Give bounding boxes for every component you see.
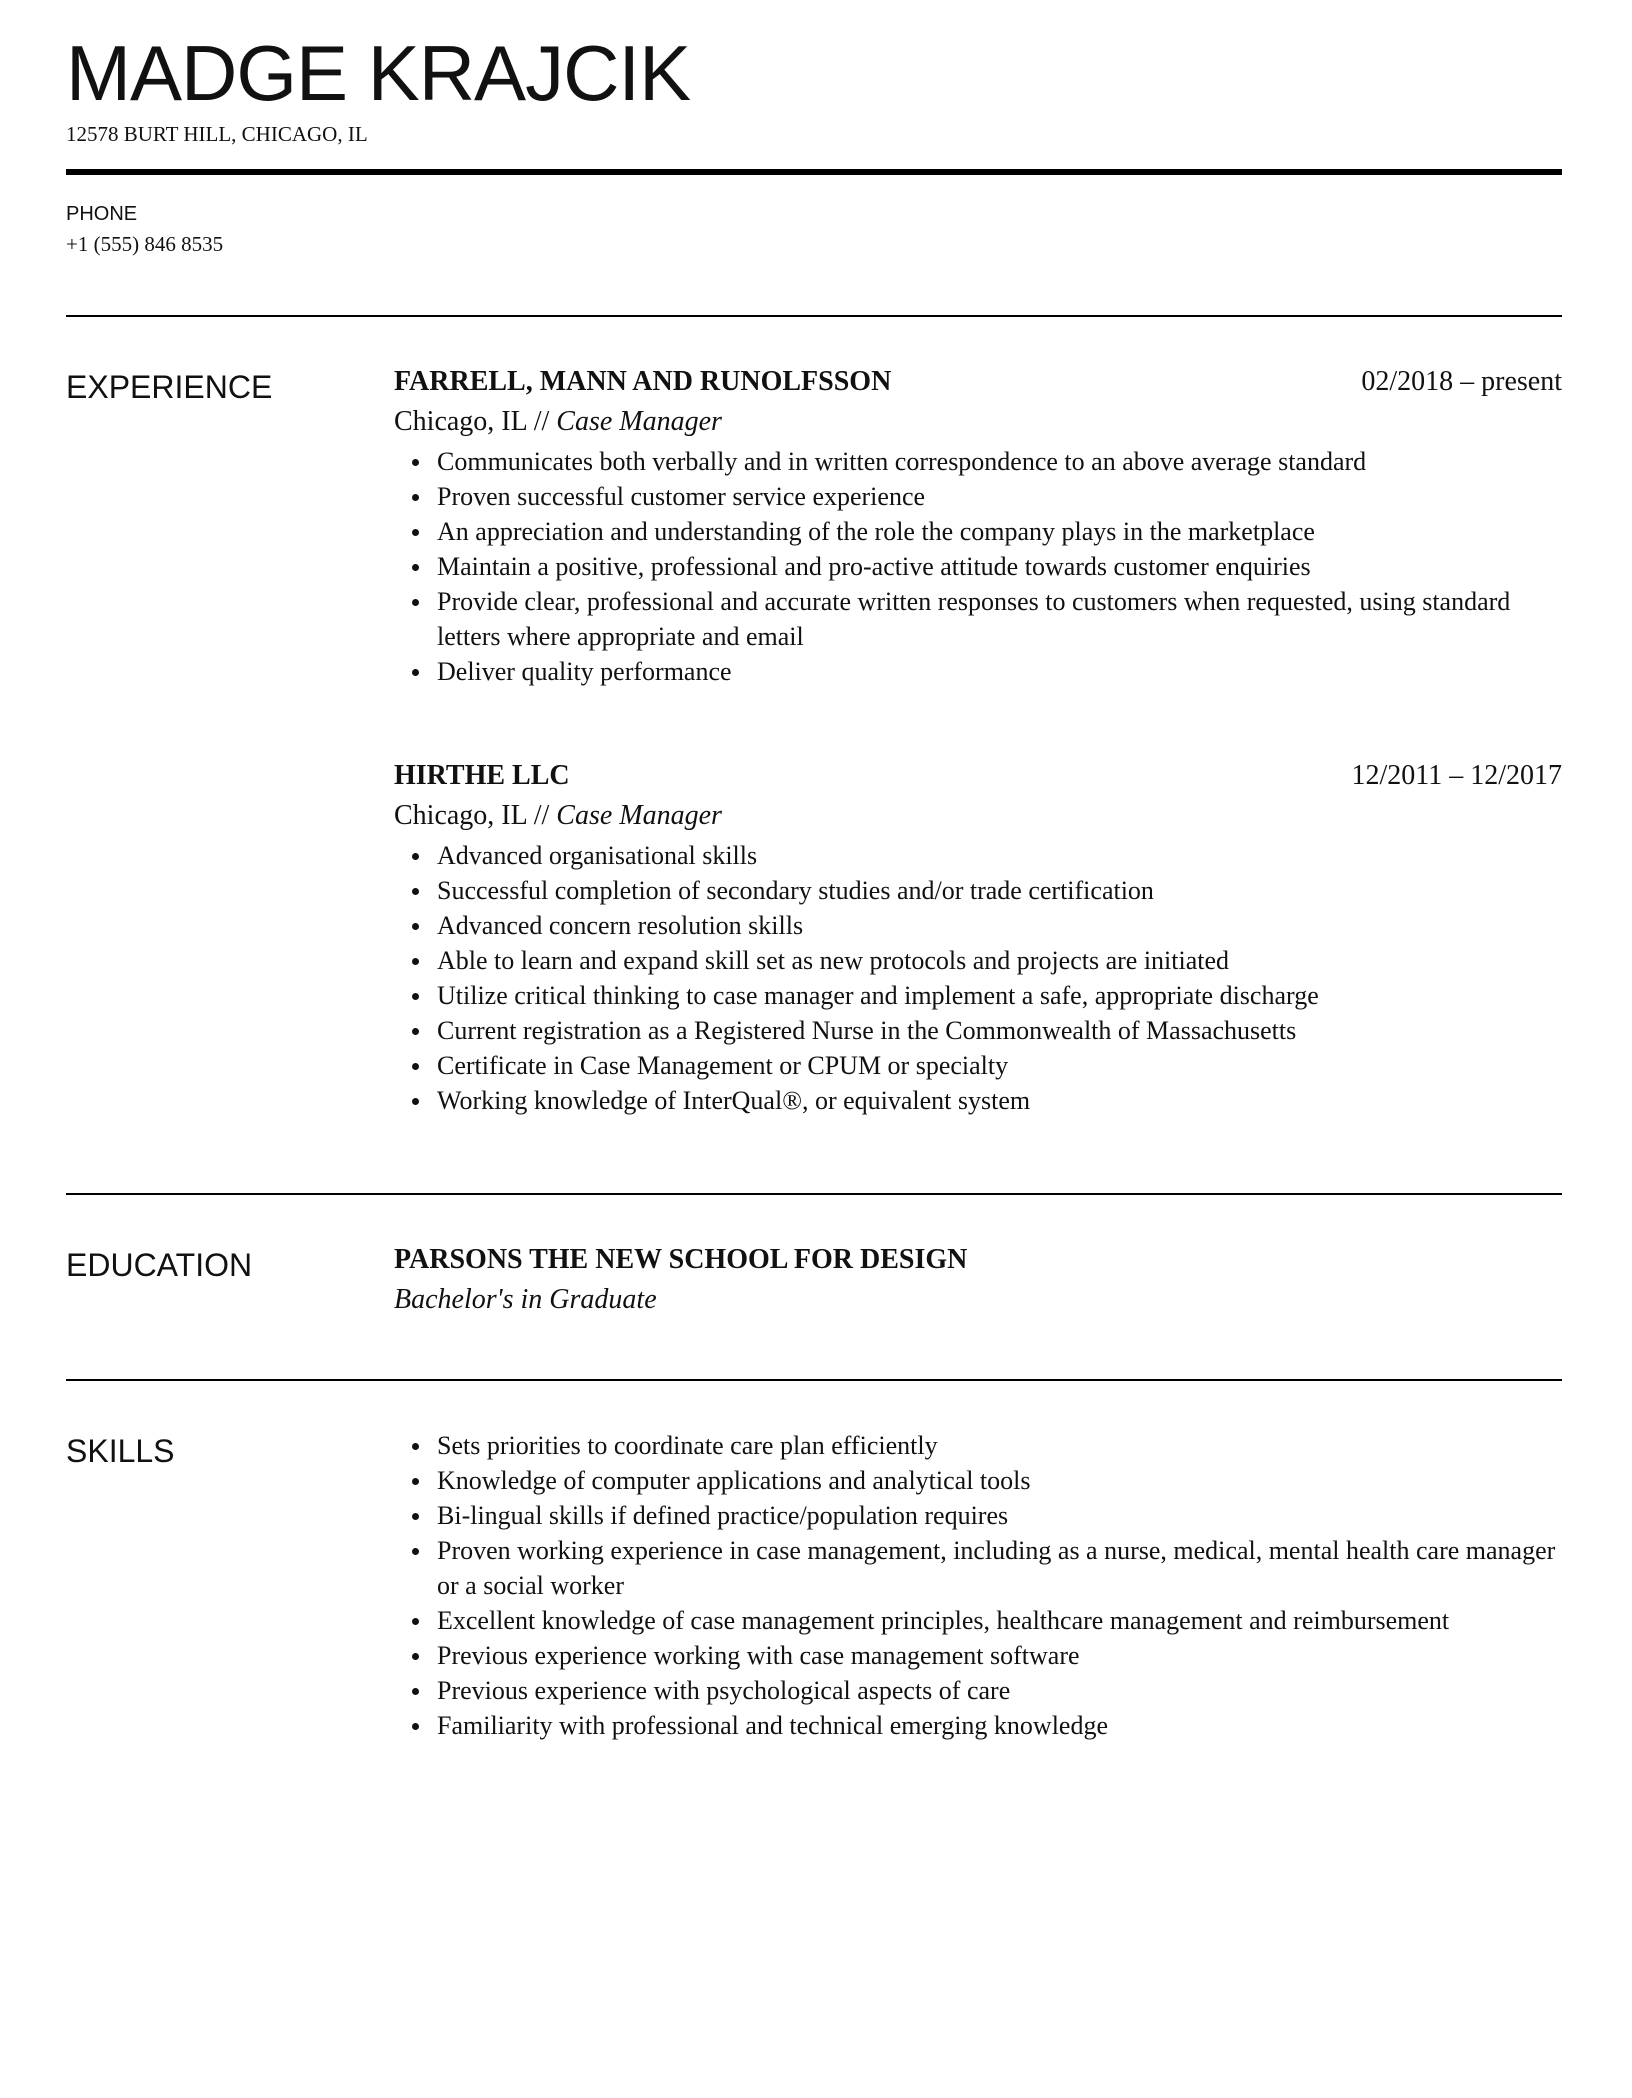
subtitle-separator: // (526, 800, 557, 831)
list-item: Certificate in Case Management or CPUM or specialty (394, 1048, 1562, 1083)
degree: Bachelor's in Graduate (394, 1284, 657, 1315)
list-item: Working knowledge of InterQual®, or equivalent system (394, 1083, 1562, 1118)
list-item: Advanced concern resolution skills (394, 908, 1562, 943)
candidate-address: 12578 BURT HILL, CHICAGO, IL (66, 122, 368, 146)
list-item: Previous experience working with case management software (394, 1638, 1562, 1673)
company-name: FARRELL, MANN AND RUNOLFSSON (394, 366, 892, 397)
skills-list (394, 1428, 1562, 1743)
education-entry (394, 1240, 1562, 1320)
list-item: Able to learn and expand skill set as new protocols and projects are initiated (394, 943, 1562, 978)
job-subtitle (394, 796, 1562, 836)
education-heading: EDUCATION (66, 1247, 253, 1283)
job-dates: 02/2018 – present (1361, 366, 1562, 397)
job-entry (394, 756, 1562, 1118)
list-item: Successful completion of secondary studies and/or trade certification (394, 873, 1562, 908)
school-name: PARSONS THE NEW SCHOOL FOR DESIGN (394, 1244, 968, 1275)
job-header (394, 362, 1562, 402)
skills-entry (394, 1428, 1562, 1743)
list-item: Proven working experience in case management, including as a nurse, medical, mental health care manager or a social worker (394, 1533, 1562, 1603)
list-item: Communicates both verbally and in written correspondence to an above average standard (394, 444, 1562, 479)
job-bullets (394, 838, 1562, 1118)
job-role: Case Manager (556, 406, 722, 437)
phone-label: PHONE (66, 203, 138, 225)
list-item: Current registration as a Registered Nurse in the Commonwealth of Massachusetts (394, 1013, 1562, 1048)
job-header (394, 756, 1562, 796)
list-item: Familiarity with professional and technical emerging knowledge (394, 1708, 1562, 1743)
list-item: An appreciation and understanding of the role the company plays in the marketplace (394, 514, 1562, 549)
list-item: Knowledge of computer applications and analytical tools (394, 1463, 1562, 1498)
candidate-name: MADGE KRAJCIK (66, 29, 691, 117)
subtitle-separator: // (526, 406, 557, 437)
job-location: Chicago, IL (394, 406, 527, 437)
job-entry (394, 362, 1562, 689)
list-item: Previous experience with psychological aspects of care (394, 1673, 1562, 1708)
job-bullets (394, 444, 1562, 689)
section-divider (66, 1379, 1562, 1381)
list-item: Excellent knowledge of case management principles, healthcare management and reimbursement (394, 1603, 1562, 1638)
list-item: Deliver quality performance (394, 654, 1562, 689)
experience-heading: EXPERIENCE (66, 369, 273, 405)
skills-heading: SKILLS (66, 1433, 175, 1469)
list-item: Advanced organisational skills (394, 838, 1562, 873)
list-item: Proven successful customer service experience (394, 479, 1562, 514)
list-item: Provide clear, professional and accurate written responses to customers when requested, using standard letters where appropriate and email (394, 584, 1562, 654)
company-name: HIRTHE LLC (394, 760, 570, 791)
job-role: Case Manager (556, 800, 722, 831)
list-item: Bi-lingual skills if defined practice/population requires (394, 1498, 1562, 1533)
phone-number: +1 (555) 846 8535 (66, 232, 224, 256)
job-dates: 12/2011 – 12/2017 (1351, 760, 1562, 791)
header-divider (66, 169, 1562, 175)
list-item: Maintain a positive, professional and pro-active attitude towards customer enquiries (394, 549, 1562, 584)
job-location: Chicago, IL (394, 800, 527, 831)
section-divider (66, 1193, 1562, 1195)
list-item: Sets priorities to coordinate care plan efficiently (394, 1428, 1562, 1463)
job-subtitle (394, 402, 1562, 442)
section-divider (66, 315, 1562, 317)
list-item: Utilize critical thinking to case manager and implement a safe, appropriate discharge (394, 978, 1562, 1013)
